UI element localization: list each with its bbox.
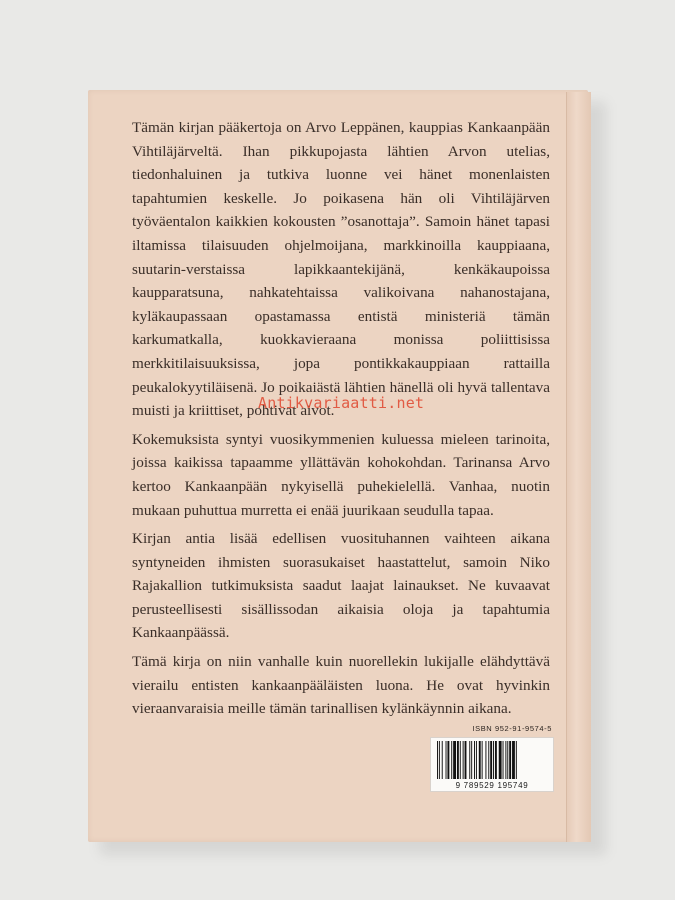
barcode-bar	[493, 741, 494, 779]
blurb-paragraph-1: Tämän kirjan pääkertoja on Arvo Leppänen, kauppias Kankaanpään Vihtiläjärveltä. Ihan pikkupojasta lähtien Arvon utelias, tiedonhaluinen ja tutkiva luonne vei hänet monenlaisten tapahtumien keskelle. Jo poikasena hän oli Vihtiläjärven työväentalon kaikkien kokousten ”osanottaja”. Samoin hänet tapasi iltamissa tilaisuuden ohjelmoijana, markkinoilla kauppiaana, suutarin-verstaissa lapikkaantekijänä, kenkäkaupoissa kaupparatsuna, nahkatehtaissa valikoivana nahanostajana, kyläkaupassaan opastamassa entistä ministeriä tämän karkumatkalla, kuokkavieraana monissa poliittisissa merkkitilaisuuksissa, jopa pontikkakauppiaan rattailla peukalokyytiläisenä. Jo poikaiästä lähtien hänellä oli hyvä tallentava muisti ja kriittiset, pohtivat aivot.	[132, 119, 550, 420]
barcode-bar	[507, 741, 508, 779]
barcode-bar	[447, 741, 449, 779]
barcode-bar	[471, 741, 472, 779]
blurb-paragraph-2: Kokemuksista syntyi vuosikymmenien kuluessa mieleen tarinoita, joissa kaikissa tapaamme yllättävän kohokohdan. Tarinansa Arvo kertoo Kankaanpään nykyisellä puhekielellä. Vanhaa, nuotin mukaan puhuttua murretta ei enää juurikaan seudulla tapaa.	[132, 430, 550, 519]
barcode-bar	[439, 741, 440, 779]
barcode-bar	[516, 741, 517, 779]
barcode-bar	[479, 741, 481, 779]
barcode-bar	[451, 741, 452, 779]
blurb-text	[132, 116, 550, 726]
barcode-bar	[457, 741, 459, 779]
barcode-bar	[512, 741, 515, 779]
barcode-bar	[488, 741, 489, 779]
barcode-number: 9 789529 195749	[455, 781, 529, 790]
barcode-bar	[463, 741, 464, 779]
blurb-paragraph-4: Tämä kirja on niin vanhalle kuin nuorellekin lukijalle elähdyttävä vierailu entisten kankaanpääläisten luona. He ovat hyvinkin vieraanvaraisia meille tämän tarinallisen kylänkäynnin aikana.	[132, 653, 550, 718]
barcode-bar	[490, 741, 492, 779]
barcode-bar	[485, 741, 486, 779]
barcode-bar	[509, 741, 511, 779]
barcode-bar	[499, 741, 502, 779]
barcode-bar	[503, 741, 504, 779]
barcode-bar	[460, 741, 461, 779]
barcode-bar	[437, 741, 438, 779]
barcode-bar	[469, 741, 470, 779]
book-spine-edge	[566, 92, 591, 842]
barcode-bar	[465, 741, 467, 779]
barcode-bar	[442, 741, 443, 779]
barcode	[430, 737, 554, 792]
barcode-bar	[446, 741, 447, 779]
barcode-bars-icon	[435, 741, 549, 779]
watermark-text: Antikvariaatti.net	[258, 394, 425, 412]
barcode-bar	[505, 741, 506, 779]
blurb-paragraph-3: Kirjan antia lisää edellisen vuosituhannen vaihteen aikana syntyneiden ihmisten suorasukaiset haastattelut, samoin Niko Rajakallion tutkimuksista saadut laajat lainaukset. Ne kuvaavat perusteellisesti sisällissodan aikaisia oloja ja tapahtumia Kankaanpäässä.	[132, 530, 550, 642]
barcode-bar	[474, 741, 475, 779]
barcode-bar	[482, 741, 483, 779]
barcode-bar	[476, 741, 477, 779]
barcode-bar	[453, 741, 456, 779]
barcode-bar	[495, 741, 497, 779]
isbn-label: ISBN 952-91-9574-5	[472, 724, 552, 733]
